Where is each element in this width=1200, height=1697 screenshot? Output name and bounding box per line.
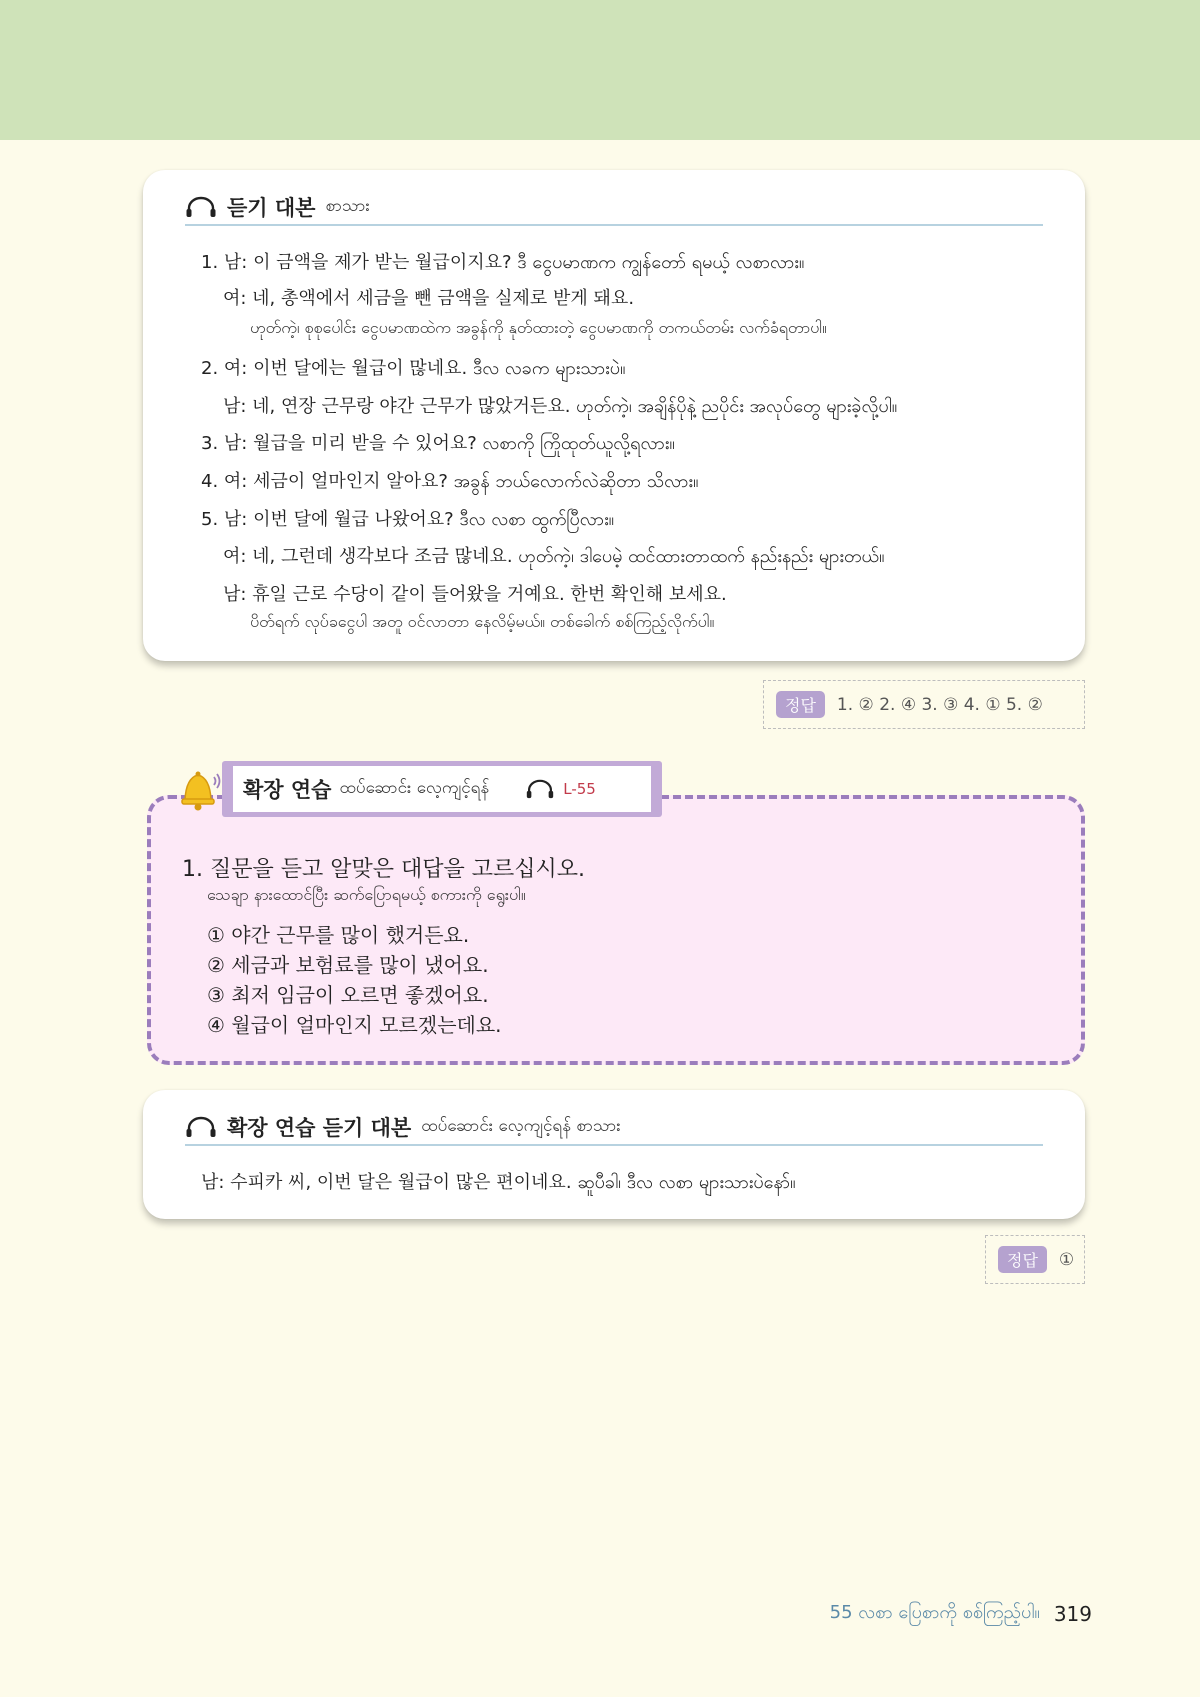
page-number: 319: [1053, 1601, 1092, 1626]
chapter-title: 55 လစာ ပြေစာကို စစ်ကြည့်ပါ။: [829, 1602, 1040, 1623]
script-card-subtitle: စာသား: [325, 195, 370, 216]
script-line: 여: 네, 총액에서 세금을 뺀 금액을 실제로 받게 돼요.: [223, 288, 635, 309]
answer-text: ①: [1058, 1249, 1075, 1270]
practice-script-subtitle: ထပ်ဆောင်း လေ့ကျင့်ရန် စာသား: [421, 1115, 621, 1136]
practice-title: 확장 연습: [243, 778, 332, 802]
script-line: 3. 남: 월급을 미리 받을 수 있어요? လစာကို ကြိုထုတ်ယူလို့ရလား။: [201, 433, 675, 454]
script-line: 2. 여: 이번 달에는 월급이 많네요. ဒီလ လခက များသားပဲ။: [201, 358, 626, 379]
answer-badge: 정답: [776, 691, 825, 718]
answer-box: [763, 680, 1085, 729]
script-line: 4. 여: 세금이 얼마인지 알아요? အခွန် ဘယ်လောက်လဲဆိုတာ သိလား။: [201, 471, 699, 492]
practice-script-header: [185, 1110, 1043, 1146]
headphones-icon: [185, 1116, 217, 1138]
top-color-band: [0, 0, 1200, 140]
practice-script-card: [143, 1090, 1085, 1219]
answer-box: [985, 1235, 1085, 1284]
script-line-translation: ဟုတ်ကဲ့၊ စုစုပေါင်း ငွေပမာဏထဲက အခွန်ကို နုတ်ထားတဲ့ ငွေပမာဏကို တကယ်တမ်း လက်ခံရတာပါ။: [250, 318, 827, 337]
practice-banner: [222, 761, 662, 817]
script-line-translation: ပိတ်ရက် လုပ်ခငွေပါ အတူ ဝင်လာတာ နေလိမ့်မယ်။ တစ်ခေါက် စစ်ကြည့်လိုက်ပါ။: [250, 612, 715, 631]
practice-question-translation: သေချာ နားထောင်ပြီး ဆက်ပြောရမယ့် စကားကို ရွေးပါ။: [207, 885, 526, 904]
practice-subtitle: ထပ်ဆောင်း လေ့ကျင့်ရန်: [339, 777, 490, 798]
bell-icon: [176, 766, 222, 812]
option-item: ③ 최저 임금이 오르면 좋겠어요.: [207, 983, 489, 1007]
answer-text: 1. ② 2. ④ 3. ③ 4. ① 5. ②: [836, 694, 1043, 715]
script-line: 남: 휴일 근로 수당이 같이 들어왔을 거예요. 한번 확인해 보세요.: [223, 584, 727, 605]
page-footer: [830, 1600, 1092, 1627]
script-line: 여: 네, 그런데 생각보다 조금 많네요. ဟုတ်ကဲ့၊ ဒါပေမဲ့ ထင်ထားတာထက် နည်းနည်း များတယ်။: [223, 546, 885, 567]
script-card-title: 듣기 대본: [227, 196, 316, 220]
option-item: ② 세금과 보험료를 많이 냈어요.: [207, 953, 489, 977]
practice-script-line: 남: 수피카 씨, 이번 달은 월급이 많은 편이네요. ဆူပီခါ၊ ဒီလ လစာ များသားပဲနော်။: [201, 1172, 796, 1193]
option-item: ④ 월급이 얼마인지 모르겠는데요.: [207, 1013, 502, 1037]
script-line: 1. 남: 이 금액을 제가 받는 월급이지요? ဒီ ငွေပမာဏက ကျွန်တော် ရမယ့် လစာလား။: [201, 252, 805, 273]
script-card-header: [185, 190, 1043, 226]
script-line: 남: 네, 연장 근무랑 야간 근무가 많았거든요. ဟုတ်ကဲ့၊ အချိန်ပိုနဲ့ ညပိုင်း အလုပ်တွေ များခဲ့လို့ပါ။: [223, 396, 898, 417]
headphones-icon: [525, 779, 555, 799]
practice-question: 1. 질문을 듣고 알맞은 대답을 고르십시오.: [182, 857, 585, 882]
audio-track-code: L-55: [563, 780, 596, 798]
practice-script-title: 확장 연습 듣기 대본: [227, 1116, 412, 1140]
option-item: ① 야간 근무를 많이 했거든요.: [207, 923, 470, 947]
answer-badge: 정답: [998, 1246, 1047, 1273]
script-line: 5. 남: 이번 달에 월급 나왔어요? ဒီလ လစာ ထွက်ပြီလား။: [201, 509, 615, 530]
listening-script-card: [143, 170, 1085, 661]
practice-banner-inner: [233, 766, 651, 812]
headphones-icon: [185, 196, 217, 218]
